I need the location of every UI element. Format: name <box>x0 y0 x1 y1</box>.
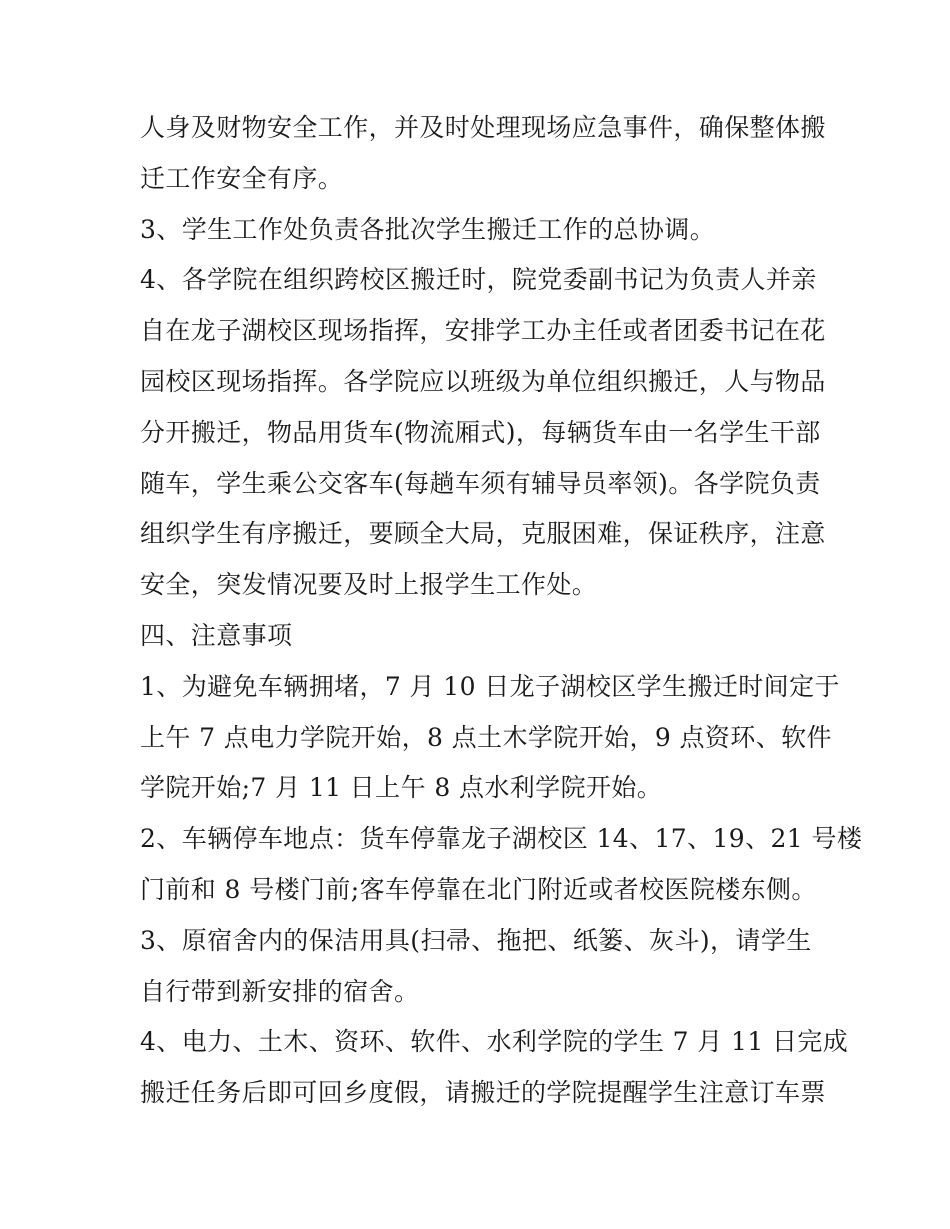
text-line: 2、车辆停车地点：货车停靠龙子湖校区 14、17、19、21 号楼 <box>140 824 863 854</box>
text-line: 4、各学院在组织跨校区搬迁时，院党委副书记为负责人并亲 <box>140 265 817 295</box>
text-line: 自行带到新安排的宿舍。 <box>140 976 420 1006</box>
text-line: 迁工作安全有序。 <box>140 163 344 193</box>
text-line: 3、原宿舍内的保洁用具(扫帚、拖把、纸篓、灰斗)，请学生 <box>140 925 812 955</box>
text-line: 园校区现场指挥。各学院应以班级为单位组织搬迁，人与物品 <box>140 366 826 396</box>
text-line: 学院开始;7 月 11 日上午 8 点水利学院开始。 <box>140 773 663 803</box>
text-line: 上午 7 点电力学院开始，8 点土木学院开始，9 点资环、软件 <box>140 722 832 752</box>
text-line: 分开搬迁，物品用货车(物流厢式)，每辆货车由一名学生干部 <box>140 417 821 447</box>
text-line: 3、学生工作处负责各批次学生搬迁工作的总协调。 <box>140 214 716 244</box>
text-line: 人身及财物安全工作，并及时处理现场应急事件，确保整体搬 <box>140 113 826 142</box>
document-page <box>140 103 863 1119</box>
text-line: 4、电力、土木、资环、软件、水利学院的学生 7 月 11 日完成 <box>140 1027 849 1057</box>
text-line: 随车，学生乘公交客车(每趟车须有辅导员率领)。各学院负责 <box>140 468 821 498</box>
text-line: 自在龙子湖校区现场指挥，安排学工办主任或者团委书记在花 <box>140 316 826 346</box>
text-line: 安全，突发情况要及时上报学生工作处。 <box>140 570 598 600</box>
section-heading: 四、注意事项 <box>140 620 293 650</box>
text-line: 组织学生有序搬迁，要顾全大局，克服困难，保证秩序，注意 <box>140 519 826 549</box>
text-line: 1、为避免车辆拥堵，7 月 10 日龙子湖校区学生搬迁时间定于 <box>140 671 840 701</box>
text-line: 门前和 8 号楼门前;客车停靠在北门附近或者校医院楼东侧。 <box>140 874 817 904</box>
text-line: 搬迁任务后即可回乡度假，请搬迁的学院提醒学生注意订车票 <box>140 1078 826 1108</box>
